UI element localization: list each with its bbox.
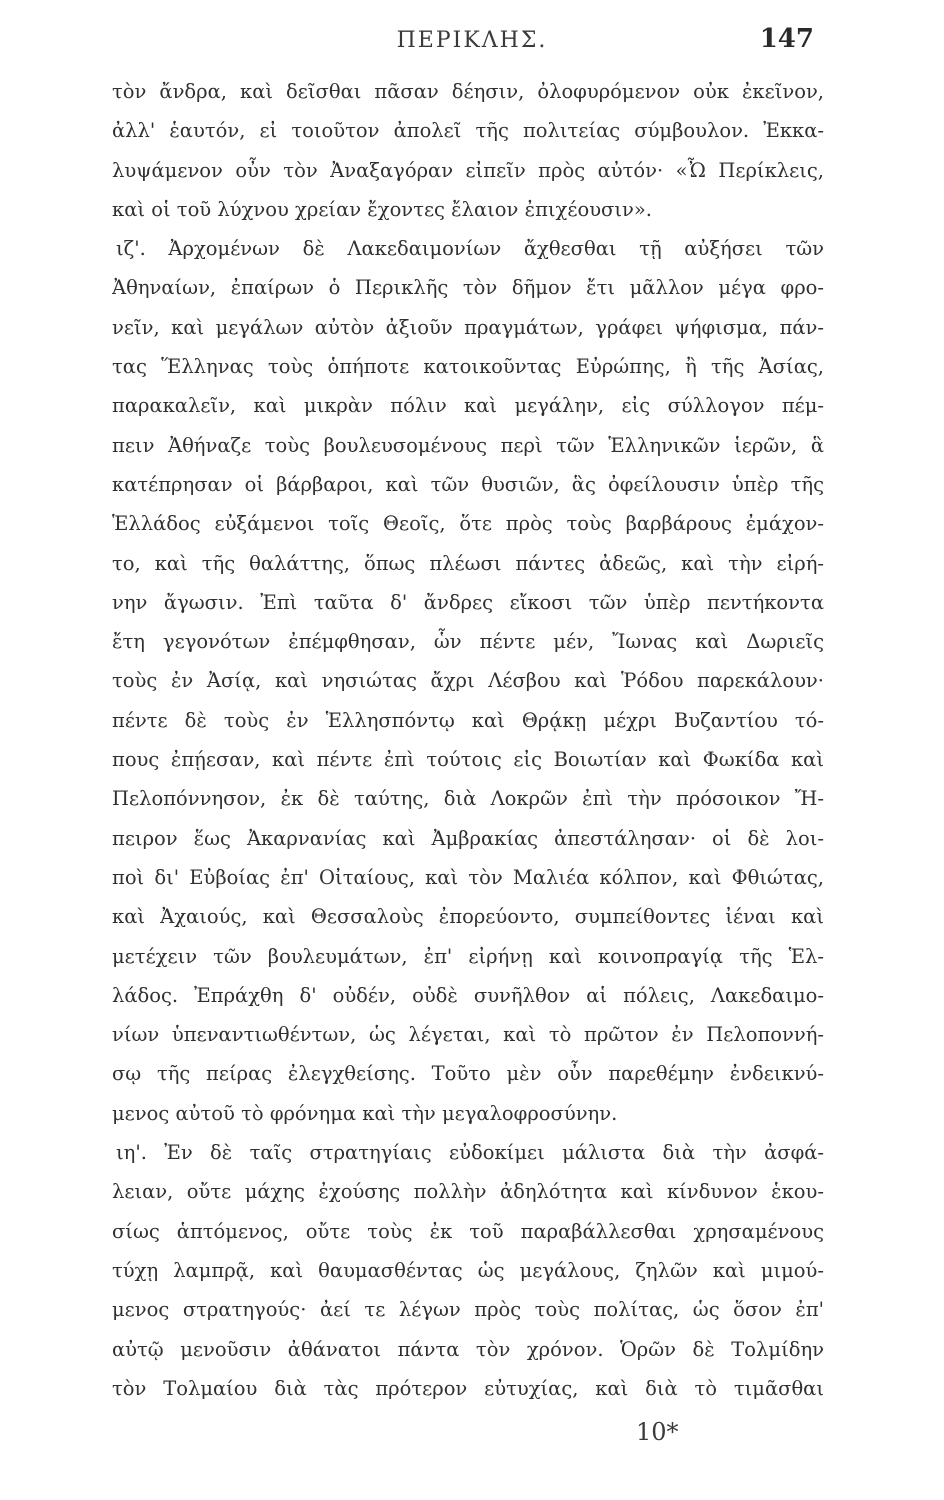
text-line: λυψάμενον οὖν τὸν Ἀναξαγόραν εἰπεῖν πρὸς αὐτόν· «Ὦ Περίκλεις, bbox=[112, 158, 824, 182]
text-line: ποὶ δι' Εὐβοίας ἐπ' Οἰταίους, καὶ τὸν Μαλιέα κόλπον, καὶ Φθιώτας, bbox=[112, 865, 824, 889]
text-line: Πελοπόννησον, ἐκ δὲ ταύτης, διὰ Λοκρῶν ἐπὶ τὴν πρόσοικον Ἤ- bbox=[112, 787, 824, 811]
page-header bbox=[0, 18, 944, 58]
text-line: τὸν Τολμαίου διὰ τὰς πρότερον εὐτυχίας, καὶ διὰ τὸ τιμᾶσθαι bbox=[112, 1376, 824, 1400]
text-line: μενος στρατηγούς· ἀεί τε λέγων πρὸς τοὺς πολίτας, ὡς ὅσον ἐπ' bbox=[112, 1298, 824, 1322]
text-line: νίων ὑπεναντιωθέντων, ὡς λέγεται, καὶ τὸ πρῶτον ἐν Πελοποννή- bbox=[112, 1023, 824, 1047]
text-line: παρακαλεῖν, καὶ μικρὰν πόλιν καὶ μεγάλην, εἰς σύλλογον πέμ- bbox=[112, 394, 824, 418]
text-line: ἔτη γεγονότων ἐπέμφθησαν, ὧν πέντε μέν, Ἴωνας καὶ Δωριεῖς bbox=[112, 630, 824, 654]
text-line: μενος αὐτοῦ τὸ φρόνημα καὶ τὴν μεγαλοφροσύνην. bbox=[112, 1101, 618, 1125]
text-line: σῳ τῆς πείρας ἐλεγχθείσης. Τοῦτο μὲν οὖν παρεθέμην ἐνδεικνύ- bbox=[112, 1062, 824, 1086]
text-line: ἀλλ' ἑαυτόν, εἰ τοιοῦτον ἀπολεῖ τῆς πολιτείας σύμβουλον. Ἐκκα- bbox=[112, 119, 824, 143]
body-text bbox=[112, 72, 824, 1408]
text-line: τας Ἕλληνας τοὺς ὁπήποτε κατοικοῦντας Εὐρώπης, ἢ τῆς Ἀσίας, bbox=[112, 355, 824, 379]
text-line: κατέπρησαν οἱ βάρβαροι, καὶ τῶν θυσιῶν, ἃς ὀφείλουσιν ὑπὲρ τῆς bbox=[112, 472, 824, 496]
text-line: νην ἄγωσιν. Ἐπὶ ταῦτα δ' ἄνδρες εἴκοσι τῶν ὑπὲρ πεντήκοντα bbox=[112, 590, 824, 614]
text-line: σίως ἁπτόμενος, οὔτε τοὺς ἐκ τοῦ παραβάλλεσθαι χρησαμένους bbox=[112, 1219, 824, 1243]
signature-mark: 10* bbox=[636, 1418, 679, 1446]
text-line: αὐτῷ μενοῦσιν ἀθάνατοι πάντα τὸν χρόνον. Ὁρῶν δὲ Τολμίδην bbox=[112, 1337, 824, 1361]
section-18-start: ιη'. Ἐν δὲ ταῖς στρατηγίαις εὐδοκίμει μάλιστα διὰ τὴν ἀσφά- bbox=[116, 1141, 824, 1165]
text-line: πειρον ἕως Ἀκαρνανίας καὶ Ἀμβρακίας ἀπεστάλησαν· οἱ δὲ λοι- bbox=[112, 826, 824, 850]
page-number: 147 bbox=[759, 24, 814, 54]
text-line: τοὺς ἐν Ἀσίᾳ, καὶ νησιώτας ἄχρι Λέσβου καὶ Ῥόδου παρεκάλουν· bbox=[112, 669, 824, 693]
text-line: πους ἐπῄεσαν, καὶ πέντε ἐπὶ τούτοις εἰς Βοιωτίαν καὶ Φωκίδα καὶ bbox=[112, 748, 824, 772]
text-line: λειαν, οὔτε μάχης ἐχούσης πολλὴν ἀδηλότητα καὶ κίνδυνον ἑκου- bbox=[112, 1180, 824, 1204]
text-line: τύχῃ λαμπρᾷ, καὶ θαυμασθέντας ὡς μεγάλους, ζηλῶν καὶ μιμού- bbox=[112, 1258, 824, 1282]
text-line: Ἑλλάδος εὐξάμενοι τοῖς Θεοῖς, ὅτε πρὸς τοὺς βαρβάρους ἐμάχον- bbox=[112, 512, 824, 536]
text-line: καὶ Ἀχαιούς, καὶ Θεσσαλοὺς ἐπορεύοντο, συμπείθοντες ἰέναι καὶ bbox=[112, 905, 824, 929]
text-line: λάδος. Ἐπράχθη δ' οὐδέν, οὐδὲ συνῆλθον αἱ πόλεις, Λακεδαιμο- bbox=[112, 983, 824, 1007]
text-line: καὶ οἱ τοῦ λύχνου χρείαν ἔχοντες ἔλαιον ἐπιχέουσιν». bbox=[112, 197, 652, 221]
text-line: πέντε δὲ τοὺς ἐν Ἑλλησπόντῳ καὶ Θρᾴκῃ μέχρι Βυζαντίου τό- bbox=[112, 708, 824, 732]
running-title: ΠΕΡΙΚΛΗΣ. bbox=[396, 28, 548, 53]
text-line: πειν Ἀθήναζε τοὺς βουλευσομένους περὶ τῶν Ἑλληνικῶν ἱερῶν, ἃ bbox=[112, 433, 824, 457]
text-line: το, καὶ τῆς θαλάττης, ὅπως πλέωσι πάντες ἀδεῶς, καὶ τὴν εἰρή- bbox=[112, 551, 824, 575]
text-line: νεῖν, καὶ μεγάλων αὐτὸν ἀξιοῦν πραγμάτων, γράφει ψήφισμα, πάν- bbox=[112, 315, 824, 339]
section-17-start: ιζ'. Ἀρχομένων δὲ Λακεδαιμονίων ἄχθεσθαι τῇ αὐξήσει τῶν bbox=[116, 237, 824, 261]
text-line: Ἀθηναίων, ἐπαίρων ὁ Περικλῆς τὸν δῆμον ἔτι μᾶλλον μέγα φρο- bbox=[112, 276, 824, 300]
text-line: μετέχειν τῶν βουλευμάτων, ἐπ' εἰρήνῃ καὶ κοινοπραγίᾳ τῆς Ἑλ- bbox=[112, 944, 824, 968]
text-line: τὸν ἄνδρα, καὶ δεῖσθαι πᾶσαν δέησιν, ὀλοφυρόμενον οὐκ ἐκεῖνον, bbox=[112, 80, 824, 103]
